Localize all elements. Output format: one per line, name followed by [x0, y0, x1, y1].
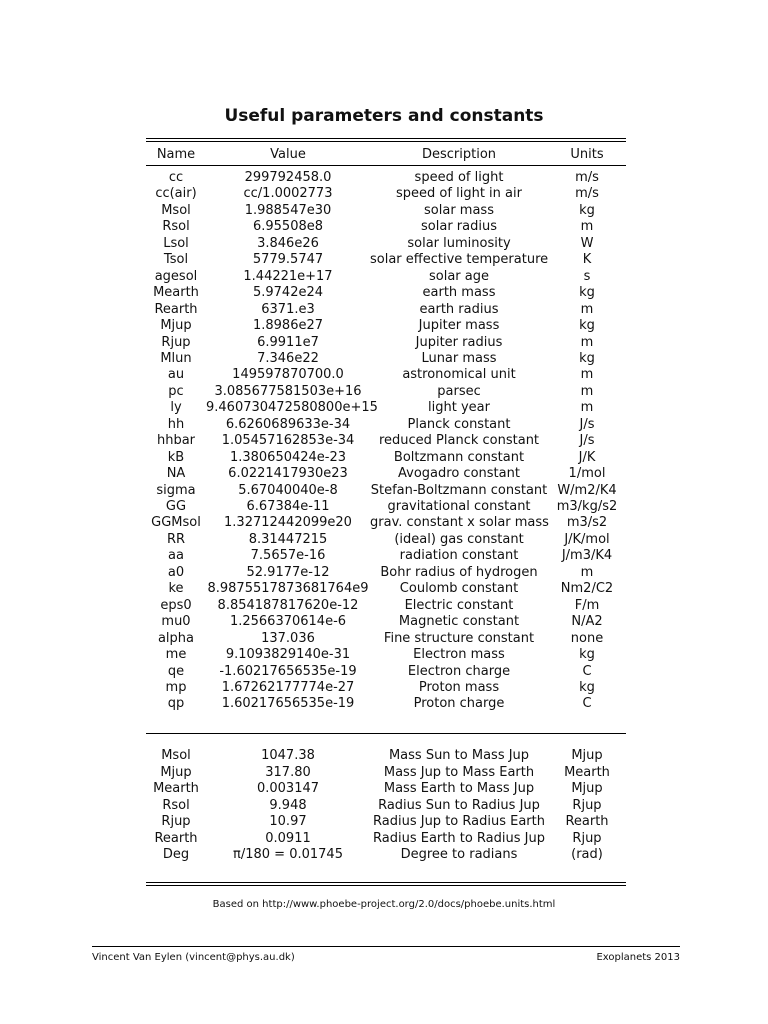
- cell-description: Stefan-Boltzmann constant: [370, 482, 548, 498]
- cell-units: kg: [579, 202, 595, 218]
- cell-name: me: [165, 647, 187, 663]
- cell-description: speed of light in air: [396, 186, 522, 202]
- cell-units: Mjup: [571, 781, 603, 796]
- cell-description: radiation constant: [399, 548, 519, 564]
- cell-units: J/K: [578, 449, 596, 465]
- cell-description: Jupiter mass: [418, 318, 500, 334]
- cell-units: m: [580, 400, 594, 416]
- cell-description: light year: [428, 400, 490, 416]
- cell-name: Mjup: [160, 764, 192, 780]
- cell-description: Degree to radians: [400, 847, 518, 862]
- header-value: Value: [270, 147, 306, 162]
- table-row: [146, 170, 626, 187]
- page-title: Useful parameters and constants: [224, 106, 544, 126]
- cell-units: m: [580, 219, 594, 235]
- cell-description: solar age: [429, 268, 489, 284]
- cell-value: 149597870700.0: [232, 367, 344, 383]
- cell-units: F/m: [574, 597, 600, 613]
- cell-units: J/s: [579, 416, 595, 432]
- table-row: [146, 647, 626, 664]
- cell-name: hhbar: [156, 433, 196, 449]
- source-note: Based on http://www.phoebe-project.org/2.0/docs/phoebe.units.html: [212, 899, 556, 910]
- cell-description: Boltzmann constant: [393, 449, 525, 465]
- table-top-rule: [146, 138, 626, 139]
- cell-value: 6.67384e-11: [246, 499, 330, 514]
- table-row: [146, 532, 626, 549]
- cell-name: aa: [168, 548, 184, 564]
- cell-name: RR: [166, 531, 186, 547]
- table-row: [146, 466, 626, 483]
- cell-name: hh: [167, 416, 185, 432]
- cell-description: Proton charge: [413, 696, 505, 712]
- table-row: [146, 450, 626, 467]
- cell-description: Electron mass: [413, 647, 505, 663]
- cell-description: Radius Earth to Radius Jup: [373, 830, 545, 846]
- cell-description: Electron charge: [407, 663, 511, 679]
- cell-name: Mjup: [160, 318, 192, 334]
- cell-units: Rjup: [572, 797, 602, 813]
- cell-description: Lunar mass: [421, 350, 497, 366]
- cell-value: 6.6260689633e-34: [225, 416, 351, 432]
- table-row: [146, 781, 626, 798]
- cell-value: 1.60217656535e-19: [221, 696, 355, 712]
- cell-value: 137.036: [261, 630, 315, 646]
- table-top-rule-double: [146, 141, 626, 142]
- cell-name: Rsol: [162, 219, 190, 235]
- cell-value: 0.003147: [256, 781, 320, 796]
- cell-units: kg: [579, 285, 595, 301]
- table-row: [146, 186, 626, 203]
- cell-description: speed of light: [414, 170, 504, 185]
- cell-value: -1.60217656535e-19: [219, 663, 357, 679]
- table-row: [146, 433, 626, 450]
- cell-description: Bohr radius of hydrogen: [380, 564, 538, 580]
- cell-units: s: [583, 268, 591, 284]
- cell-name: Rjup: [161, 334, 191, 350]
- table-row: [146, 565, 626, 582]
- cell-units: m: [580, 334, 594, 350]
- cell-value: 9.460730472580800e+15: [206, 400, 378, 416]
- cell-units: kg: [579, 647, 595, 663]
- table-row: [146, 515, 626, 532]
- cell-value: 317.80: [265, 764, 311, 780]
- cell-value: 0.0911: [265, 830, 311, 846]
- cell-units: kg: [579, 679, 595, 695]
- cell-description: Electric constant: [404, 597, 514, 613]
- cell-units: C: [582, 696, 592, 712]
- header-units: Units: [570, 147, 604, 162]
- cell-name: a0: [167, 564, 185, 580]
- cell-units: Rearth: [565, 814, 609, 829]
- cell-units: kg: [579, 350, 595, 366]
- cell-name: Deg: [162, 847, 190, 862]
- cell-value: 1.380650424e-23: [229, 449, 347, 465]
- table-row: [146, 285, 626, 302]
- cell-units: m3/kg/s2: [556, 499, 618, 514]
- cell-name: au: [167, 367, 185, 383]
- cell-value: 52.9177e-12: [246, 564, 330, 580]
- cell-units: m3/s2: [566, 515, 608, 531]
- cell-name: kB: [167, 449, 185, 465]
- table-row: [146, 831, 626, 848]
- cell-units: m: [580, 564, 594, 580]
- cell-description: solar mass: [424, 202, 494, 218]
- table-row: [146, 219, 626, 236]
- cell-value: 8.9875517873681764e9: [207, 581, 369, 597]
- table-row: [146, 814, 626, 831]
- cell-value: 1.32712442099e20: [224, 515, 352, 531]
- cell-name: cc(air): [155, 186, 197, 202]
- table-row: [146, 302, 626, 319]
- table-row: [146, 367, 626, 384]
- cell-description: reduced Planck constant: [378, 433, 540, 449]
- cell-value: 299792458.0: [244, 170, 332, 185]
- cell-description: astronomical unit: [402, 367, 516, 383]
- cell-description: Magnetic constant: [398, 614, 520, 630]
- footer-course: Exoplanets 2013: [596, 952, 680, 963]
- table-row: [146, 614, 626, 631]
- cell-units: m/s: [575, 170, 599, 185]
- cell-units: Mjup: [571, 748, 603, 763]
- table-row: [146, 335, 626, 352]
- cell-units: J/m3/K4: [561, 548, 613, 564]
- cell-name: Tsol: [163, 252, 189, 268]
- cell-description: Coulomb constant: [399, 581, 519, 597]
- cell-value: 10.97: [269, 814, 307, 829]
- cell-name: qe: [167, 663, 185, 679]
- cell-name: Rjup: [161, 814, 191, 829]
- cell-name: Msol: [161, 748, 191, 763]
- cell-description: Avogadro constant: [398, 466, 520, 482]
- table-row: [146, 269, 626, 286]
- cell-value: 3.085677581503e+16: [214, 383, 362, 399]
- cell-description: Radius Sun to Radius Jup: [378, 797, 540, 813]
- table-row: [146, 499, 626, 516]
- table-row: [146, 598, 626, 615]
- cell-description: Mass Sun to Mass Jup: [388, 748, 530, 763]
- cell-name: mu0: [161, 614, 191, 630]
- cell-value: 1.05457162853e-34: [221, 433, 355, 449]
- cell-description: Mass Earth to Mass Jup: [383, 781, 535, 796]
- cell-description: Radius Jup to Radius Earth: [373, 814, 545, 829]
- cell-value: 9.948: [269, 797, 307, 813]
- table-row: [146, 400, 626, 417]
- cell-value: π/180 = 0.01745: [233, 847, 343, 862]
- cell-description: earth mass: [422, 285, 496, 301]
- cell-name: Msol: [161, 202, 191, 218]
- cell-value: 1.2566370614e-6: [229, 614, 347, 630]
- cell-value: 1.8986e27: [252, 318, 324, 334]
- cell-description: grav. constant x solar mass: [370, 515, 549, 531]
- header-name: Name: [156, 147, 196, 162]
- cell-units: m/s: [575, 186, 599, 202]
- cell-value: 5.9742e24: [252, 285, 324, 301]
- cell-units: m: [580, 383, 594, 399]
- cell-name: sigma: [156, 482, 196, 498]
- table-row: [146, 765, 626, 782]
- cell-name: agesol: [154, 268, 198, 284]
- table-row: [146, 581, 626, 598]
- cell-name: Lsol: [163, 235, 189, 251]
- table-row: [146, 631, 626, 648]
- cell-value: 1.44221e+17: [243, 268, 333, 284]
- cell-value: 6.9911e7: [257, 334, 319, 350]
- cell-value: 6.95508e8: [252, 219, 324, 235]
- cell-name: ly: [170, 400, 182, 416]
- cell-units: m: [580, 367, 594, 383]
- cell-name: Mearth: [153, 285, 199, 301]
- table-row: [146, 847, 626, 864]
- cell-name: pc: [168, 383, 184, 399]
- cell-units: Mearth: [564, 764, 610, 780]
- cell-units: kg: [579, 318, 595, 334]
- table-row: [146, 236, 626, 253]
- table-row: [146, 680, 626, 697]
- footer-rule: [92, 946, 680, 947]
- cell-value: 1.988547e30: [244, 202, 332, 218]
- cell-units: J/s: [579, 433, 595, 449]
- cell-units: 1/mol: [568, 466, 606, 482]
- cell-name: cc: [168, 170, 184, 185]
- cell-description: Planck constant: [407, 416, 511, 432]
- cell-units: C: [582, 663, 592, 679]
- table-row: [146, 748, 626, 765]
- cell-description: solar luminosity: [407, 235, 511, 251]
- cell-value: 7.346e22: [257, 350, 319, 366]
- cell-value: cc/1.0002773: [243, 186, 333, 202]
- cell-value: 1047.38: [261, 748, 315, 763]
- cell-units: K: [582, 252, 592, 268]
- cell-name: alpha: [157, 630, 195, 646]
- header-description: Description: [421, 147, 497, 162]
- cell-name: qp: [167, 696, 185, 712]
- table-bottom-rule: [146, 882, 626, 883]
- cell-name: Rsol: [162, 797, 190, 813]
- cell-name: GGMsol: [151, 515, 201, 531]
- cell-value: 7.5657e-16: [250, 548, 326, 564]
- cell-value: 9.1093829140e-31: [225, 647, 351, 663]
- table-row: [146, 252, 626, 269]
- cell-value: 5779.5747: [252, 252, 324, 268]
- cell-units: J/K/mol: [564, 531, 610, 547]
- table-row: [146, 203, 626, 220]
- cell-value: 1.67262177774e-27: [221, 679, 355, 695]
- cell-units: W/m2/K4: [557, 482, 617, 498]
- cell-value: 8.854187817620e-12: [217, 597, 359, 613]
- cell-value: 5.67040040e-8: [238, 482, 338, 498]
- cell-name: Rearth: [154, 301, 198, 317]
- table-row: [146, 318, 626, 335]
- table-row: [146, 483, 626, 500]
- cell-value: 8.31447215: [248, 531, 328, 547]
- cell-value: 6.0221417930e23: [228, 466, 348, 482]
- table-bottom-rule-double: [146, 885, 626, 886]
- footer-author: Vincent Van Eylen (vincent@phys.au.dk): [92, 952, 295, 963]
- cell-description: Mass Jup to Mass Earth: [383, 764, 535, 780]
- table-row: [146, 696, 626, 713]
- cell-description: Fine structure constant: [383, 630, 535, 646]
- table-row: [146, 351, 626, 368]
- table-header: [146, 146, 626, 164]
- cell-description: earth radius: [419, 301, 499, 317]
- cell-name: Rearth: [154, 830, 198, 846]
- cell-description: gravitational constant: [387, 499, 531, 514]
- cell-value: 3.846e26: [257, 235, 319, 251]
- cell-description: Jupiter radius: [415, 334, 503, 350]
- cell-description: (ideal) gas constant: [394, 531, 524, 547]
- cell-units: (rad): [571, 847, 603, 862]
- cell-name: NA: [166, 466, 186, 482]
- table-row: [146, 798, 626, 815]
- cell-name: GG: [165, 499, 187, 514]
- table-row: [146, 548, 626, 565]
- table-row: [146, 417, 626, 434]
- cell-description: parsec: [437, 383, 481, 399]
- cell-units: m: [580, 301, 594, 317]
- table-row: [146, 384, 626, 401]
- cell-units: N/A2: [571, 614, 603, 630]
- cell-name: Mearth: [153, 781, 199, 796]
- table-row: [146, 664, 626, 681]
- cell-units: Rjup: [572, 830, 602, 846]
- section-rule: [146, 733, 626, 734]
- cell-units: W: [580, 235, 594, 251]
- cell-name: Mlun: [160, 350, 192, 366]
- cell-description: Proton mass: [418, 679, 500, 695]
- cell-description: solar effective temperature: [370, 252, 549, 268]
- cell-units: Nm2/C2: [560, 581, 614, 597]
- cell-value: 6371.e3: [261, 301, 315, 317]
- header-rule: [146, 165, 626, 166]
- cell-units: none: [570, 630, 604, 646]
- cell-name: ke: [168, 581, 184, 597]
- cell-description: solar radius: [421, 219, 497, 235]
- cell-name: eps0: [160, 597, 192, 613]
- cell-name: mp: [165, 679, 187, 695]
